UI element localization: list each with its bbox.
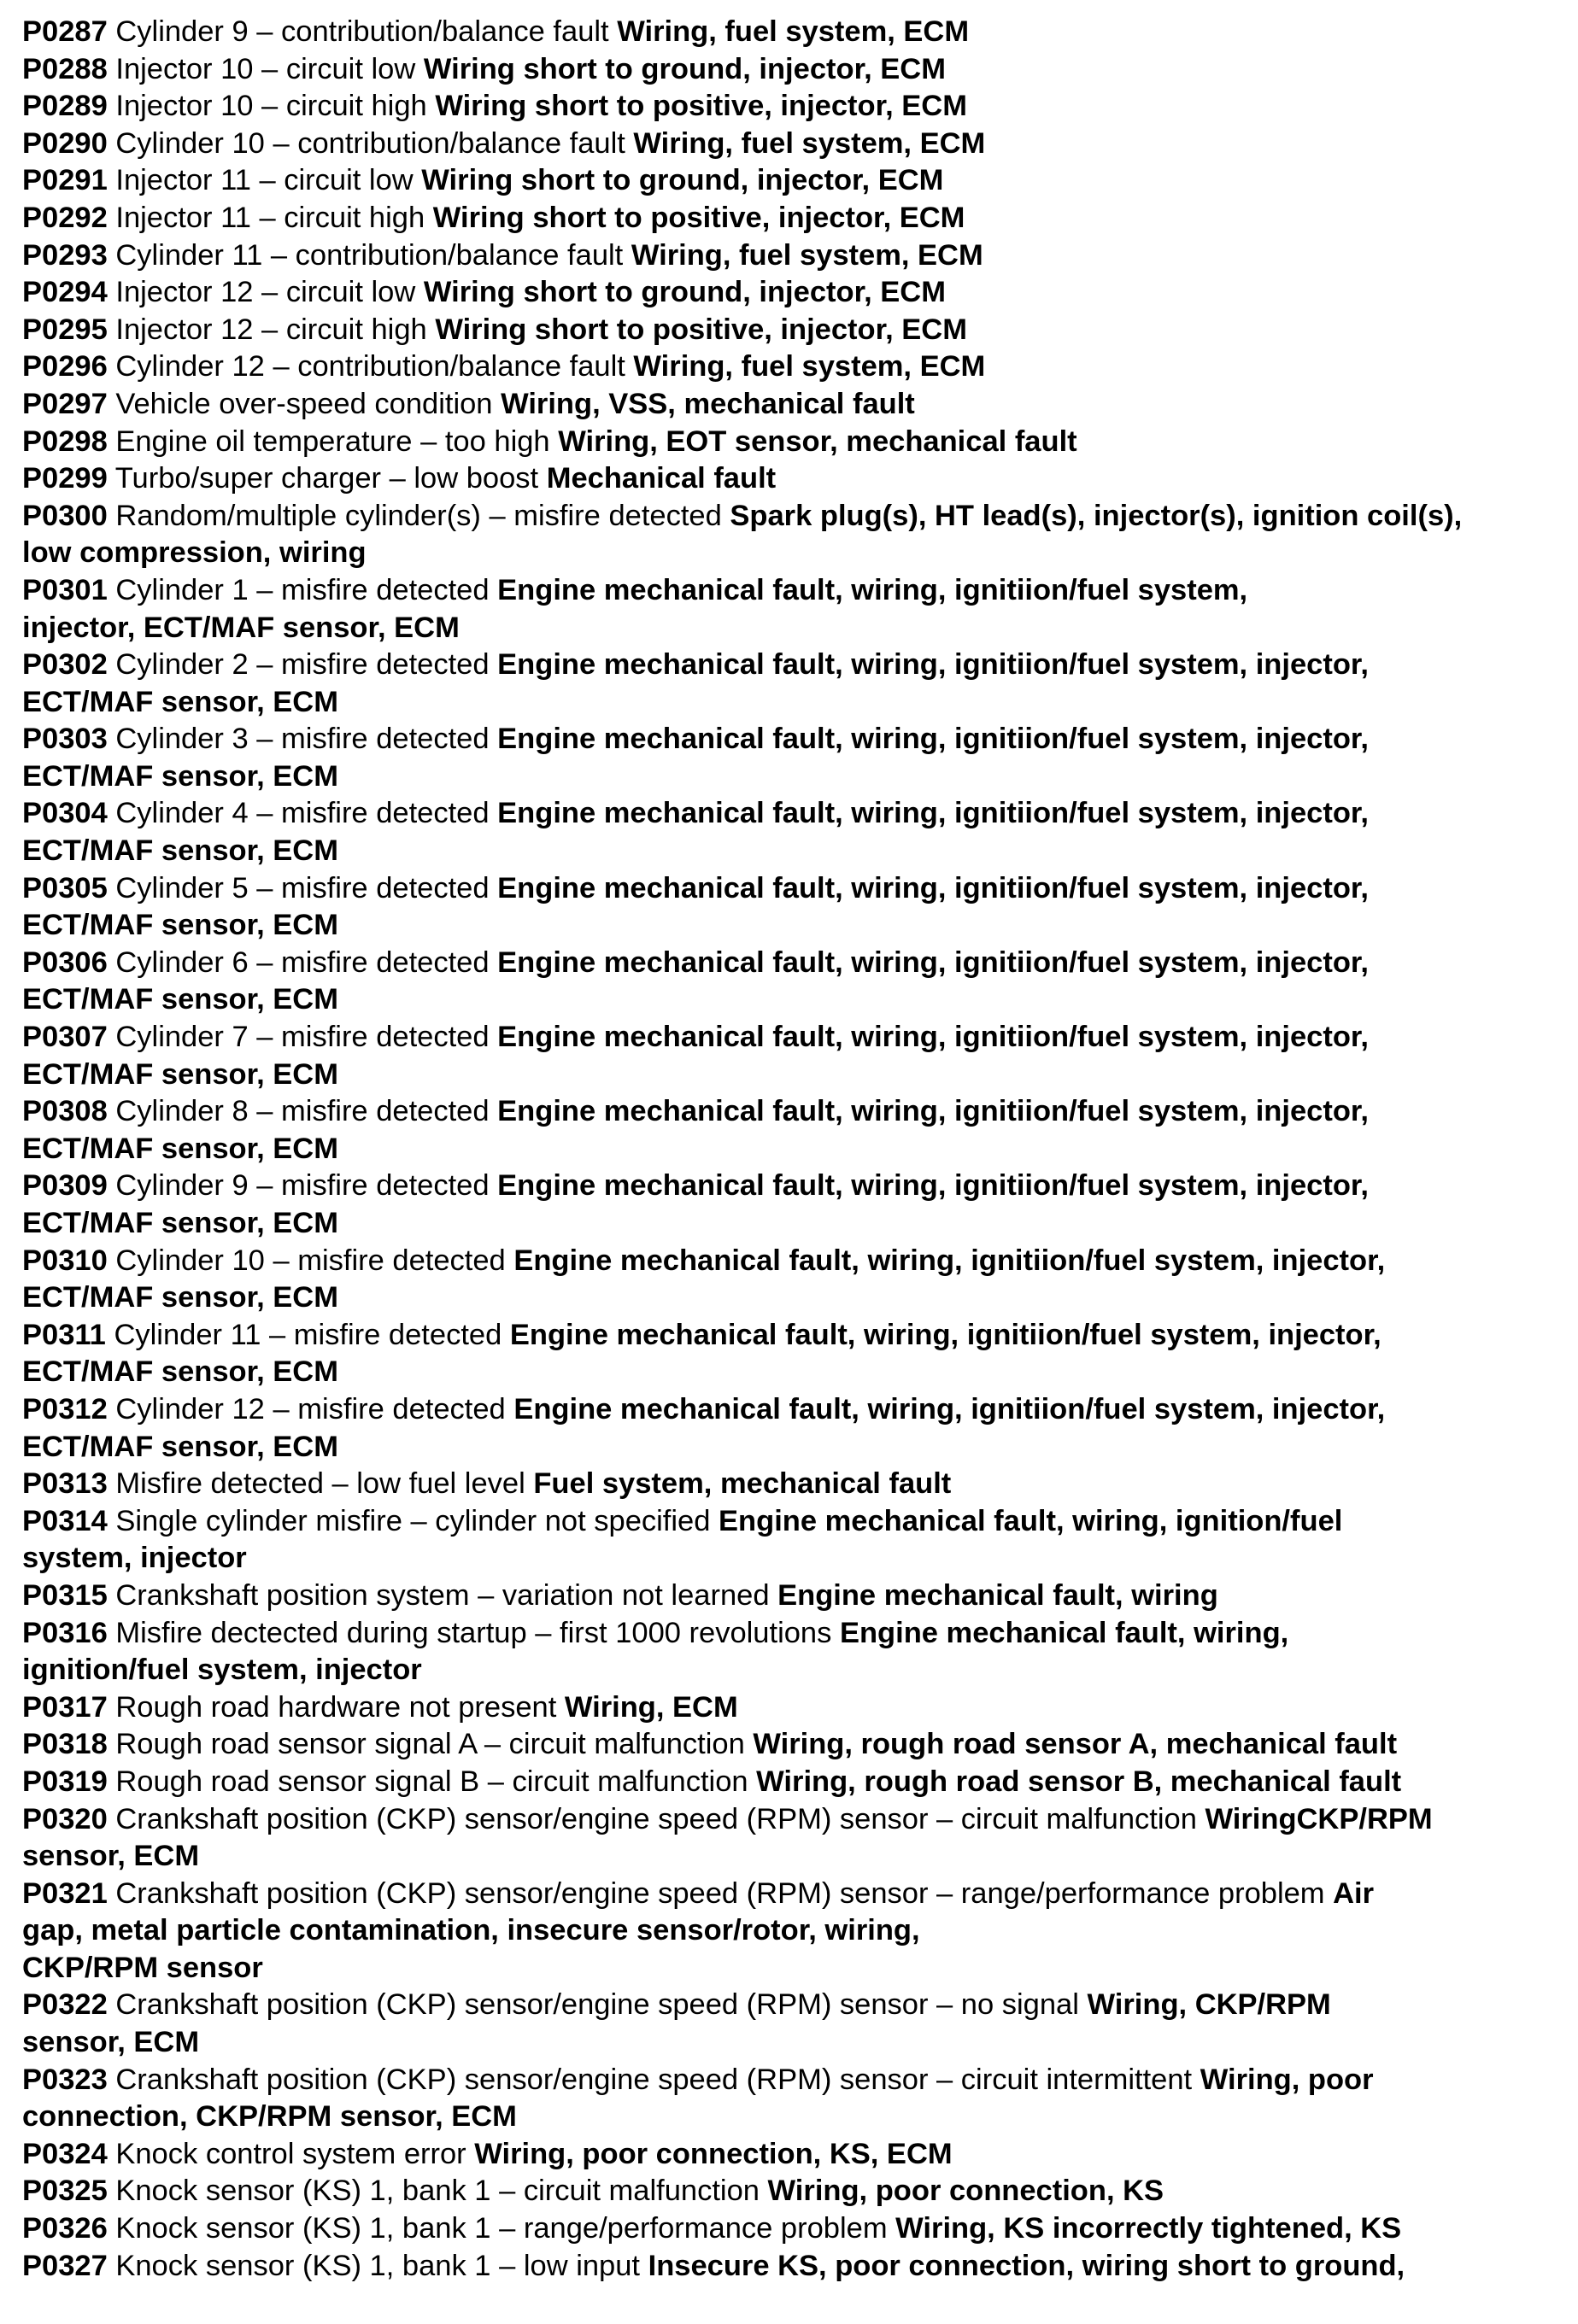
dtc-entry — [22, 1243, 1559, 1317]
dtc-entry — [22, 51, 1559, 89]
dtc-entry — [22, 647, 1559, 721]
dtc-description: Injector 12 – circuit high — [115, 313, 427, 346]
dtc-entry — [22, 1391, 1559, 1466]
dtc-cause: Wiring short to ground, injector, ECM — [423, 276, 946, 309]
dtc-entry — [22, 572, 1559, 647]
dtc-code: P0287 — [22, 15, 108, 48]
dtc-cause: Engine mechanical fault, wiring, ignitiion/fuel system, injector, ECT/MAF sensor, ECM — [22, 797, 1370, 868]
dtc-cause: Wiring short to positive, injector, ECM — [432, 201, 965, 234]
dtc-description: Rough road sensor signal A – circuit malfunction — [115, 1728, 745, 1761]
dtc-entry — [22, 1689, 1559, 1727]
dtc-entry — [22, 1317, 1559, 1391]
dtc-description: Cylinder 8 – misfire detected — [115, 1095, 490, 1128]
dtc-code: P0300 — [22, 499, 108, 532]
dtc-description: Cylinder 11 – misfire detected — [114, 1318, 502, 1351]
dtc-code: P0302 — [22, 648, 108, 682]
dtc-description: Turbo/super charger – low boost — [114, 462, 539, 495]
dtc-description: Cylinder 10 – contribution/balance fault — [115, 126, 625, 160]
dtc-entry — [22, 1503, 1559, 1578]
dtc-description: Injector 10 – circuit low — [115, 52, 416, 85]
dtc-description: Knock control system error — [115, 2137, 466, 2170]
dtc-description: Injector 11 – circuit high — [115, 201, 425, 234]
dtc-entry — [22, 348, 1559, 386]
dtc-description: Random/multiple cylinder(s) – misfire detected — [115, 499, 722, 532]
dtc-entry — [22, 200, 1559, 237]
dtc-description: Cylinder 10 – misfire detected — [115, 1244, 506, 1277]
dtc-code: P0297 — [22, 387, 108, 420]
dtc-entry — [22, 1466, 1559, 1503]
dtc-entry — [22, 498, 1559, 572]
dtc-cause: Wiring, poor connection, KS, ECM — [474, 2137, 953, 2170]
dtc-cause: Insecure KS, poor connection, wiring short to ground, — [648, 2249, 1405, 2282]
dtc-description: Cylinder 9 – misfire detected — [115, 1169, 490, 1203]
dtc-description: Crankshaft position (CKP) sensor/engine speed (RPM) sensor – circuit malfunction — [115, 1802, 1197, 1835]
dtc-description: Cylinder 6 – misfire detected — [115, 945, 490, 979]
dtc-entry — [22, 2173, 1559, 2210]
dtc-entry — [22, 1615, 1559, 1689]
dtc-code: P0288 — [22, 52, 108, 85]
dtc-entry — [22, 870, 1559, 945]
dtc-code: P0312 — [22, 1392, 108, 1425]
dtc-description: Misfire detected – low fuel level — [115, 1467, 525, 1501]
dtc-code: P0301 — [22, 573, 108, 606]
dtc-cause: Wiring short to ground, injector, ECM — [423, 52, 946, 85]
dtc-cause: Fuel system, mechanical fault — [533, 1467, 952, 1501]
dtc-entry — [22, 1019, 1559, 1093]
dtc-code: P0325 — [22, 2175, 108, 2208]
dtc-cause: Air gap, metal particle contamination, insecure sensor/rotor, wiring, CKP/RPM sensor — [22, 1876, 1375, 1984]
dtc-description: Injector 10 – circuit high — [115, 90, 427, 123]
dtc-entry — [22, 1876, 1559, 1987]
dtc-entry — [22, 1726, 1559, 1764]
dtc-code: P0322 — [22, 1988, 108, 2022]
dtc-entry — [22, 1578, 1559, 1615]
dtc-entry — [22, 162, 1559, 200]
dtc-entry — [22, 1093, 1559, 1168]
dtc-code: P0304 — [22, 797, 108, 830]
dtc-code: P0292 — [22, 201, 108, 234]
dtc-code: P0320 — [22, 1802, 108, 1835]
dtc-cause: Wiring, CKP/RPM sensor, ECM — [22, 1988, 1331, 2059]
dtc-code: P0327 — [22, 2249, 108, 2282]
dtc-cause: WiringCKP/RPM sensor, ECM — [22, 1802, 1433, 1873]
dtc-description: Rough road hardware not present — [115, 1690, 557, 1724]
dtc-cause: Wiring, poor connection, CKP/RPM sensor, ECM — [22, 2063, 1374, 2134]
dtc-cause: Wiring short to ground, injector, ECM — [421, 164, 944, 197]
dtc-cause: Engine mechanical fault, wiring, ignitiion/fuel system, injector, ECT/MAF sensor, ECM — [22, 1095, 1370, 1165]
dtc-cause: Engine mechanical fault, wiring, ignition/fuel system, injector — [22, 1504, 1343, 1575]
dtc-cause: Wiring, fuel system, ECM — [633, 126, 986, 160]
dtc-code: P0294 — [22, 276, 108, 309]
dtc-entry — [22, 460, 1559, 498]
dtc-description: Cylinder 4 – misfire detected — [115, 797, 490, 830]
dtc-cause: Mechanical fault — [546, 462, 777, 495]
dtc-code: P0306 — [22, 945, 108, 979]
dtc-description: Injector 12 – circuit low — [115, 276, 416, 309]
dtc-code: P0308 — [22, 1095, 108, 1128]
dtc-cause: Engine mechanical fault, wiring, ignitiion/fuel system, injector, ECT/MAF sensor, ECM — [22, 871, 1370, 942]
dtc-cause: Wiring, ECM — [564, 1690, 738, 1724]
dtc-code: P0317 — [22, 1690, 108, 1724]
dtc-cause: Engine mechanical fault, wiring, ignitiion/fuel system, injector, ECT/MAF sensor, ECM — [22, 1392, 1386, 1463]
dtc-code: P0291 — [22, 164, 108, 197]
dtc-code: P0293 — [22, 238, 108, 272]
dtc-description: Cylinder 12 – misfire detected — [115, 1392, 506, 1425]
dtc-entry — [22, 2136, 1559, 2174]
dtc-code: P0313 — [22, 1467, 108, 1501]
dtc-cause: Wiring short to positive, injector, ECM — [435, 90, 967, 123]
dtc-description: Crankshaft position (CKP) sensor/engine speed (RPM) sensor – circuit intermittent — [115, 2063, 1193, 2096]
dtc-cause: Wiring short to positive, injector, ECM — [435, 313, 967, 346]
dtc-code: P0321 — [22, 1876, 108, 1910]
dtc-entry — [22, 126, 1559, 163]
dtc-cause: Spark plug(s), HT lead(s), injector(s), ignition coil(s), low compression, wiring — [22, 499, 1463, 570]
dtc-description: Engine oil temperature – too high — [115, 424, 550, 458]
dtc-description: Injector 11 – circuit low — [115, 164, 414, 197]
dtc-entry — [22, 312, 1559, 349]
dtc-cause: Engine mechanical fault, wiring, ignitiion/fuel system, injector, ECT/MAF sensor, ECM — [22, 573, 1248, 644]
dtc-description: Single cylinder misfire – cylinder not specified — [115, 1504, 711, 1537]
dtc-code: P0299 — [22, 462, 108, 495]
dtc-cause: Engine mechanical fault, wiring, ignitiion/fuel system, injector, ECT/MAF sensor, ECM — [22, 648, 1370, 718]
dtc-description: Knock sensor (KS) 1, bank 1 – range/performance problem — [115, 2212, 888, 2245]
dtc-description: Vehicle over-speed condition — [115, 387, 493, 420]
dtc-description: Cylinder 5 – misfire detected — [115, 871, 490, 904]
dtc-cause: Wiring, EOT sensor, mechanical fault — [558, 424, 1077, 458]
dtc-code: P0296 — [22, 350, 108, 383]
dtc-code: P0289 — [22, 90, 108, 123]
dtc-cause: Engine mechanical fault, wiring, ignitiion/fuel system, injector, ECT/MAF sensor, ECM — [22, 723, 1370, 793]
dtc-description: Knock sensor (KS) 1, bank 1 – circuit malfunction — [115, 2175, 760, 2208]
dtc-code: P0305 — [22, 871, 108, 904]
dtc-cause: Engine mechanical fault, wiring, ignitiion/fuel system, injector, ECT/MAF sensor, ECM — [22, 1244, 1386, 1314]
dtc-description: Cylinder 11 – contribution/balance fault — [115, 238, 624, 272]
dtc-code: P0303 — [22, 723, 108, 756]
dtc-cause: Wiring, rough road sensor B, mechanical fault — [756, 1765, 1402, 1798]
dtc-code: P0316 — [22, 1616, 108, 1649]
dtc-description: Cylinder 9 – contribution/balance fault — [115, 15, 609, 48]
dtc-code: P0311 — [22, 1318, 106, 1351]
dtc-entry — [22, 1987, 1559, 2061]
dtc-entry — [22, 14, 1559, 51]
dtc-description: Cylinder 7 – misfire detected — [115, 1021, 490, 1054]
dtc-code: P0295 — [22, 313, 108, 346]
dtc-code: P0310 — [22, 1244, 108, 1277]
dtc-description: Knock sensor (KS) 1, bank 1 – low input — [115, 2249, 641, 2282]
dtc-entry — [22, 424, 1559, 461]
dtc-code: P0315 — [22, 1578, 108, 1612]
dtc-description: Crankshaft position (CKP) sensor/engine speed (RPM) sensor – range/performance problem — [115, 1876, 1325, 1910]
dtc-cause: Engine mechanical fault, wiring, ignitiion/fuel system, injector, ECT/MAF sensor, ECM — [22, 1021, 1370, 1091]
dtc-code: P0298 — [22, 424, 108, 458]
dtc-code: P0309 — [22, 1169, 108, 1203]
dtc-code: P0326 — [22, 2212, 108, 2245]
dtc-entry — [22, 237, 1559, 275]
dtc-description: Cylinder 2 – misfire detected — [115, 648, 490, 682]
dtc-cause: Wiring, fuel system, ECM — [633, 350, 986, 383]
dtc-cause: Wiring, KS incorrectly tightened, KS — [895, 2212, 1402, 2245]
dtc-cause: Engine mechanical fault, wiring, ignitiion/fuel system, injector, ECT/MAF sensor, ECM — [22, 1169, 1370, 1239]
dtc-cause: Engine mechanical fault, wiring, ignitiion/fuel system, injector, ECT/MAF sensor, ECM — [22, 1318, 1381, 1389]
dtc-entry — [22, 2062, 1559, 2136]
dtc-code: P0324 — [22, 2137, 108, 2170]
dtc-entry — [22, 2248, 1559, 2286]
dtc-description: Crankshaft position system – variation not learned — [115, 1578, 770, 1612]
dtc-cause: Engine mechanical fault, wiring, ignitiion/fuel system, injector, ECT/MAF sensor, ECM — [22, 945, 1370, 1016]
dtc-description: Cylinder 12 – contribution/balance fault — [115, 350, 625, 383]
dtc-cause: Wiring, poor connection, KS — [767, 2175, 1164, 2208]
dtc-entry — [22, 721, 1559, 795]
dtc-entry — [22, 1764, 1559, 1801]
dtc-code: P0307 — [22, 1021, 108, 1054]
dtc-cause: Wiring, fuel system, ECM — [631, 238, 983, 272]
dtc-entry — [22, 386, 1559, 424]
dtc-entry — [22, 2210, 1559, 2248]
dtc-code: P0323 — [22, 2063, 108, 2096]
dtc-description: Crankshaft position (CKP) sensor/engine speed (RPM) sensor – no signal — [115, 1988, 1079, 2022]
dtc-code: P0318 — [22, 1728, 108, 1761]
dtc-code: P0290 — [22, 126, 108, 160]
dtc-cause: Engine mechanical fault, wiring, ignition/fuel system, injector — [22, 1616, 1289, 1687]
dtc-description: Cylinder 3 – misfire detected — [115, 723, 490, 756]
dtc-description: Rough road sensor signal B – circuit malfunction — [115, 1765, 748, 1798]
dtc-description: Cylinder 1 – misfire detected — [115, 573, 490, 606]
dtc-entry — [22, 795, 1559, 869]
dtc-cause: Engine mechanical fault, wiring — [777, 1578, 1218, 1612]
dtc-cause: Wiring, rough road sensor A, mechanical fault — [753, 1728, 1398, 1761]
dtc-cause: Wiring, fuel system, ECM — [617, 15, 970, 48]
dtc-code: P0314 — [22, 1504, 108, 1537]
dtc-entry — [22, 1801, 1559, 1876]
dtc-entry — [22, 945, 1559, 1019]
dtc-description: Misfire dectected during startup – first 1000 revolutions — [115, 1616, 832, 1649]
dtc-entry — [22, 88, 1559, 126]
dtc-entry — [22, 274, 1559, 312]
dtc-entry — [22, 1168, 1559, 1242]
dtc-code: P0319 — [22, 1765, 108, 1798]
dtc-cause: Wiring, VSS, mechanical fault — [501, 387, 915, 420]
